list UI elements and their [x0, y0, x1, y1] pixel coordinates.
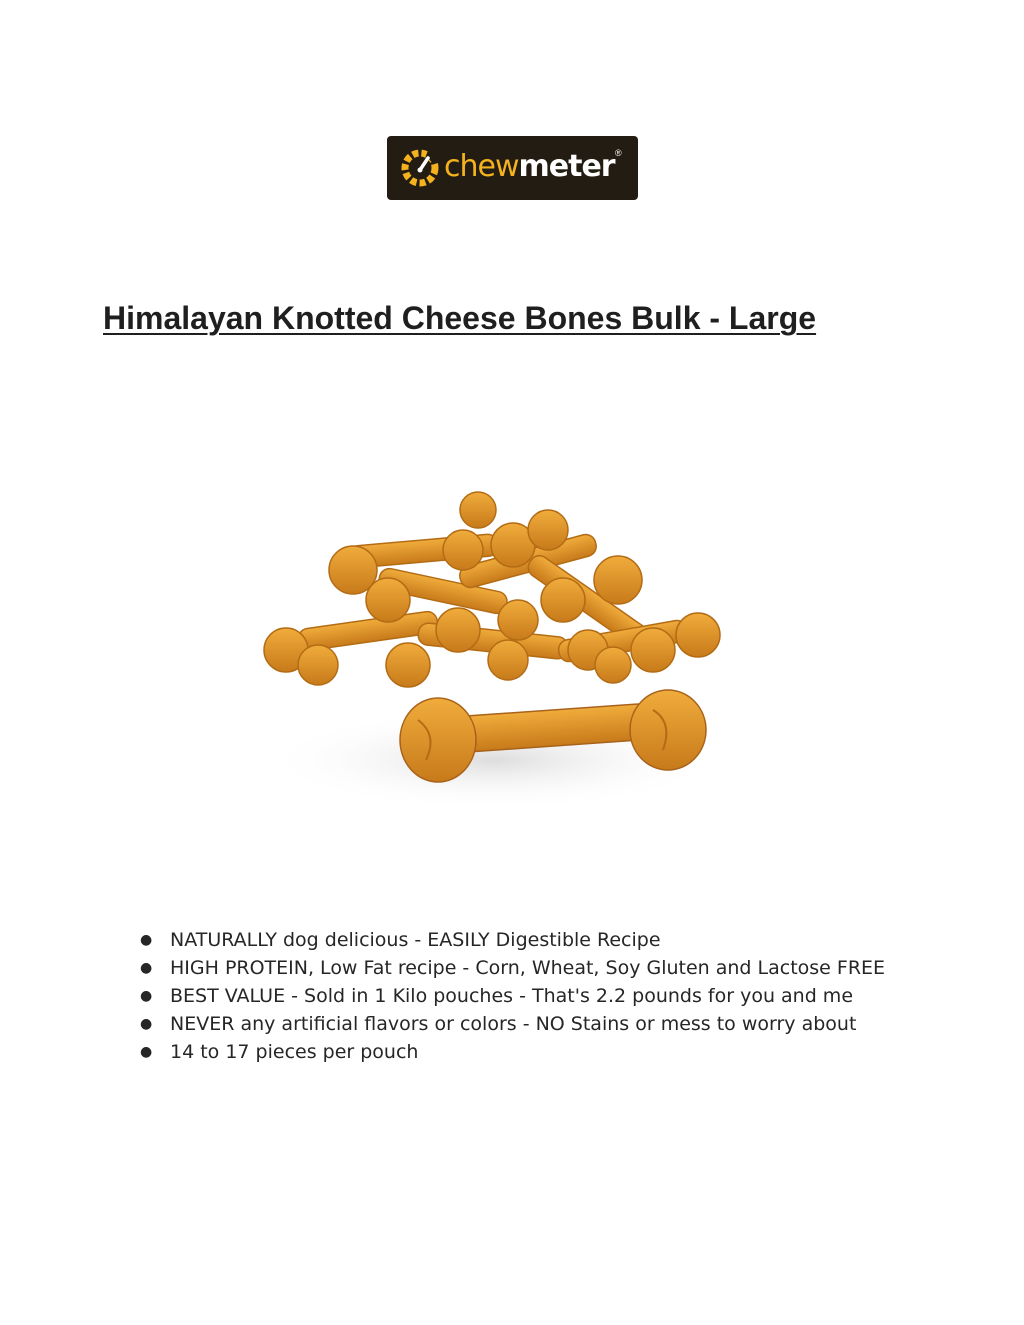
- feature-item: [140, 1010, 900, 1038]
- feature-item: [140, 954, 900, 982]
- bullet-icon: ●: [140, 960, 153, 976]
- feature-text: NATURALLY dog delicious - EASILY Digestible Recipe: [170, 929, 661, 951]
- brand-name-chew: chew: [444, 149, 519, 184]
- feature-text: 14 to 17 pieces per pouch: [170, 1041, 419, 1063]
- registered-mark: ®: [615, 148, 622, 158]
- brand-wordmark: [444, 149, 615, 185]
- feature-item: [140, 982, 900, 1010]
- feature-item: [140, 926, 900, 954]
- knotted-cheese-bones-image: [258, 490, 730, 820]
- bullet-icon: ●: [140, 1016, 153, 1032]
- brand-name-meter: meter: [518, 149, 615, 184]
- brand-logo: [387, 136, 638, 200]
- feature-text: BEST VALUE - Sold in 1 Kilo pouches - That's 2.2 pounds for you and me: [170, 985, 854, 1007]
- bullet-icon: ●: [140, 932, 153, 948]
- chewmeter-gauge-icon: [397, 145, 443, 191]
- feature-text: HIGH PROTEIN, Low Fat recipe - Corn, Wheat, Soy Gluten and Lactose FREE: [170, 957, 886, 979]
- bullet-icon: ●: [140, 1044, 153, 1060]
- bullet-icon: ●: [140, 988, 153, 1004]
- feature-text: NEVER any artificial flavors or colors - NO Stains or mess to worry about: [170, 1013, 857, 1035]
- feature-item: [140, 1038, 900, 1066]
- page-title: Himalayan Knotted Cheese Bones Bulk - Large: [103, 300, 817, 336]
- feature-list: [140, 926, 900, 1066]
